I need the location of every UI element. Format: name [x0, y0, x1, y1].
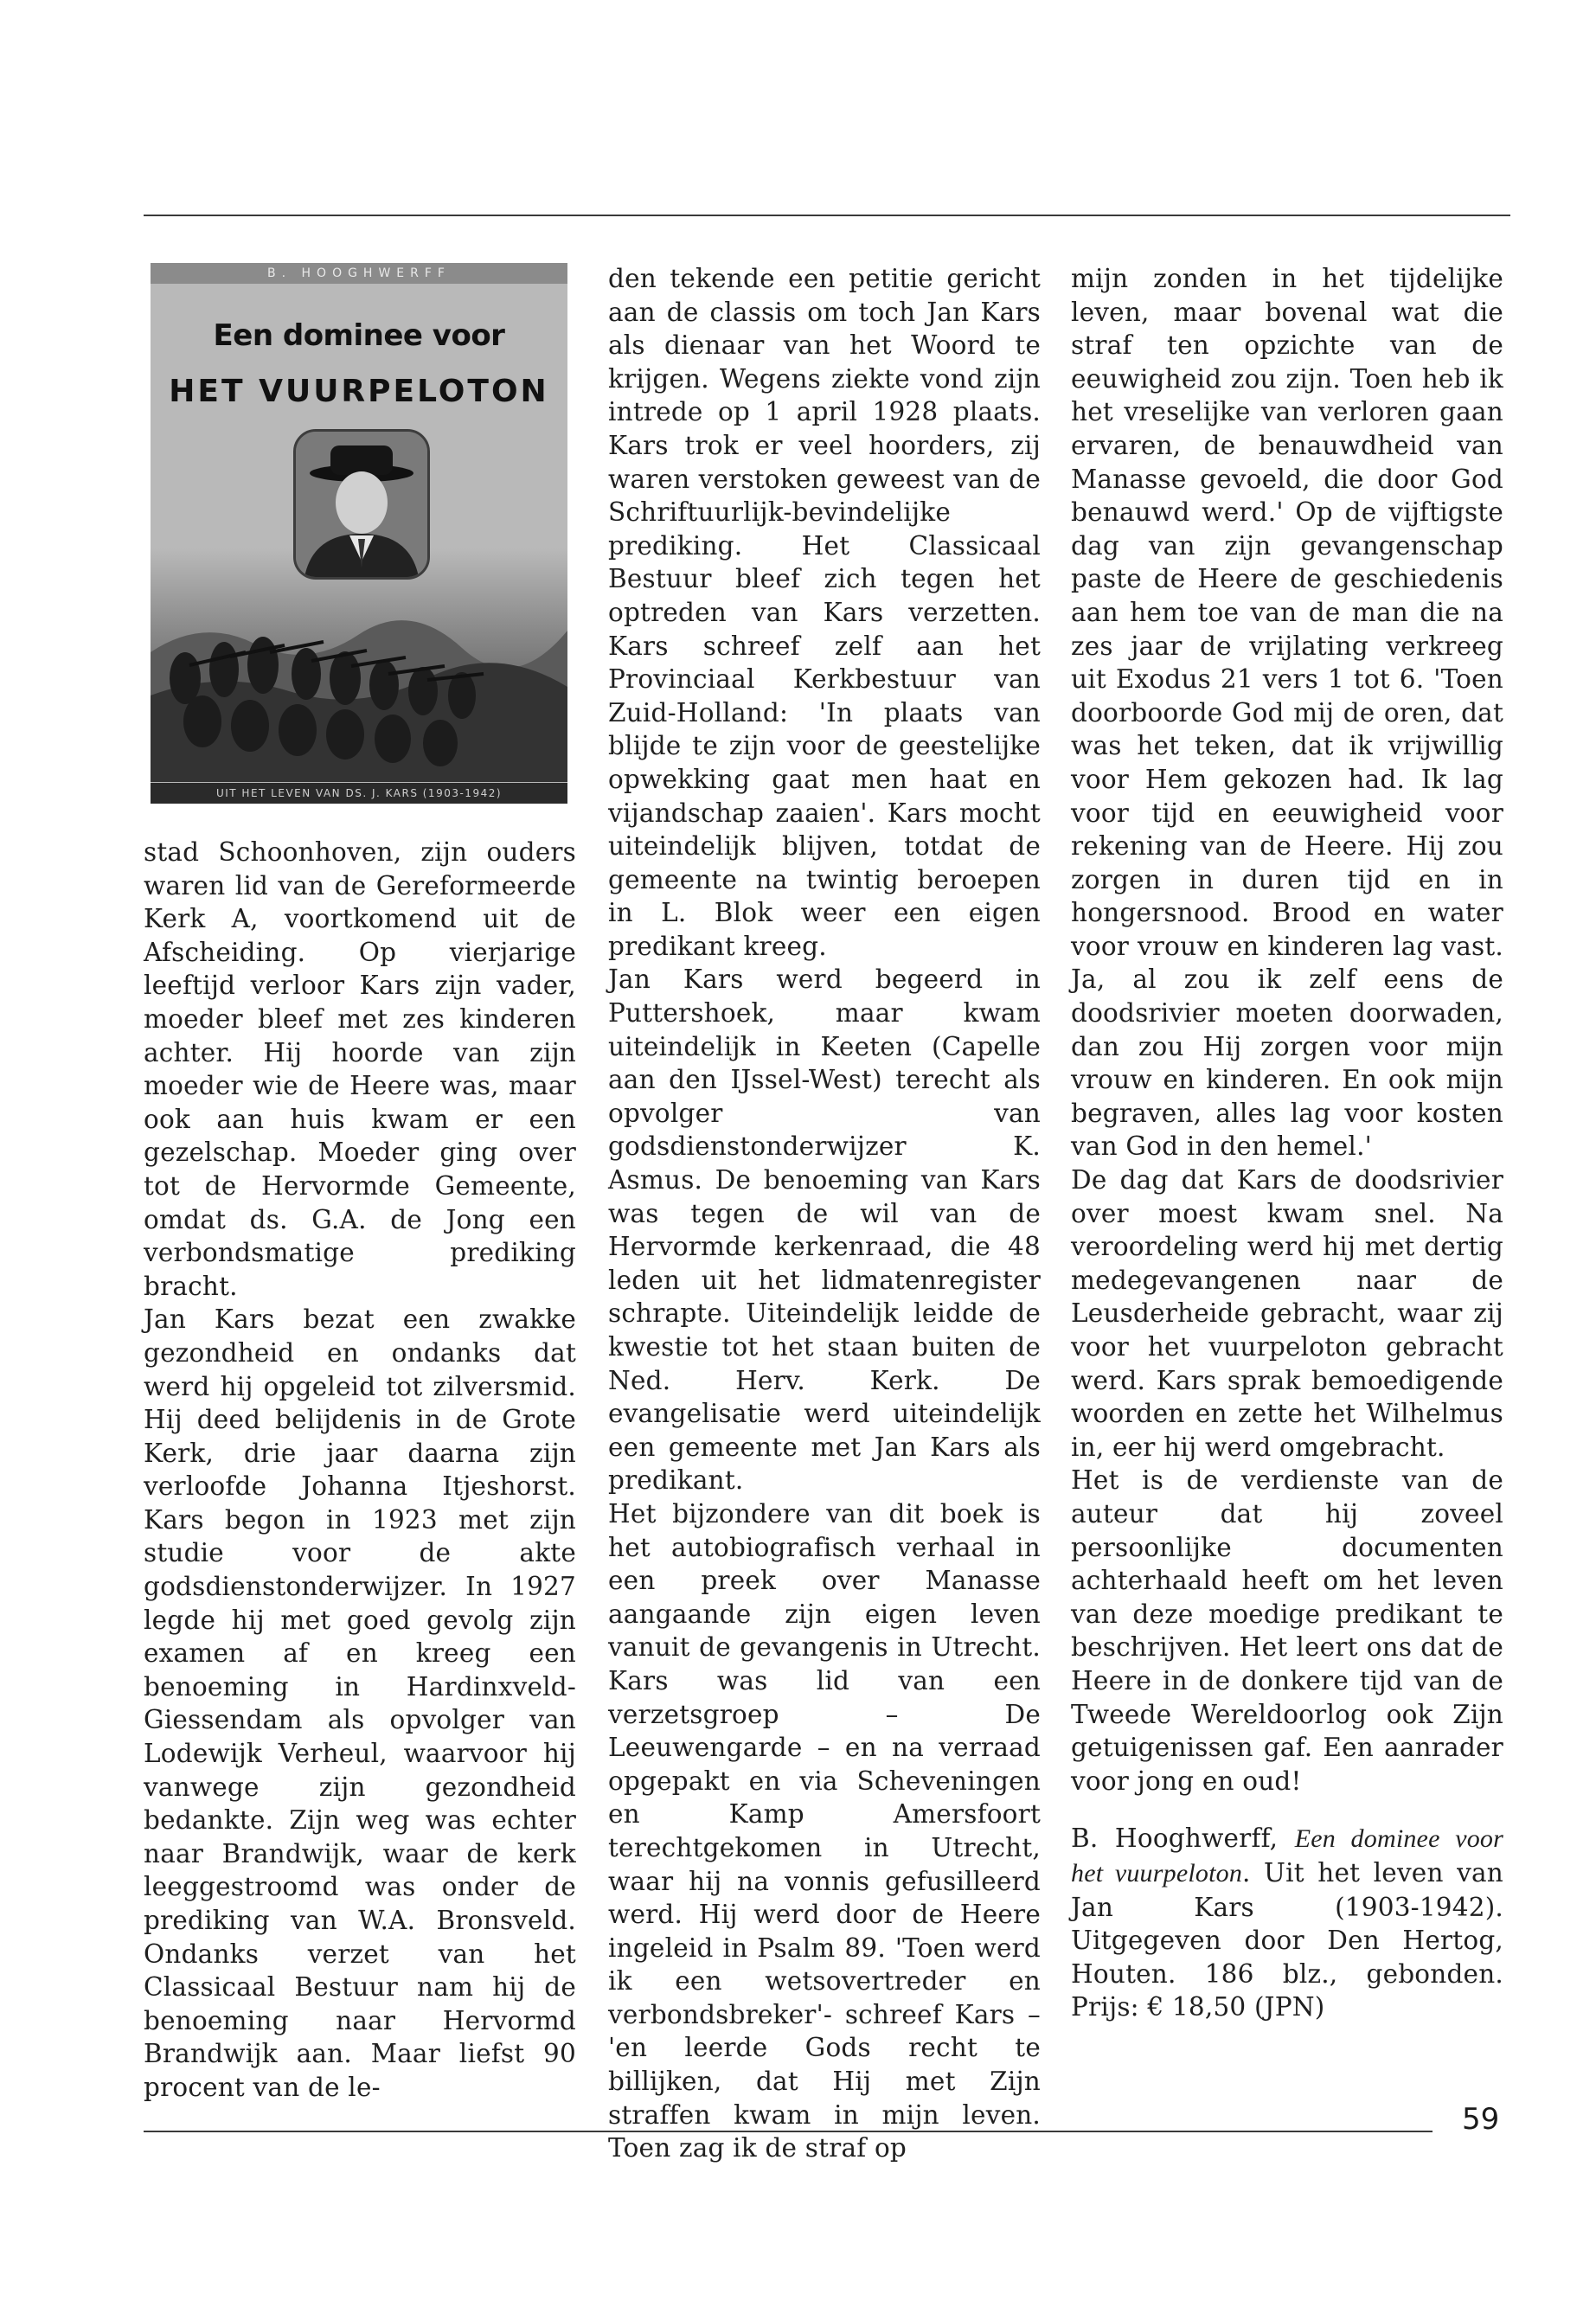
cover-title-line1: Een dominee voor	[213, 318, 505, 353]
paragraph: stad Schoonhoven, zijn ouders waren lid van de Gereformeerde Kerk A, voortkomend uit de Afscheiding. Op vierjarige leeftijd verloor Kars zijn vader, moeder bleef met zes kinderen achter. Hij hoorde van zijn moeder wie de Heere was, maar ook aan huis kwam er een gezelschap. Moeder ging over tot de Hervormde Gemeente, omdat ds. G.A. de Jong een verbondsmatige prediking bracht.	[144, 837, 576, 1301]
credit-author: B. Hooghwerff,	[1071, 1823, 1295, 1854]
paragraph: De dag dat Kars de doodsrivier over moest kwam snel. Na veroordeling werd hij met dertig medegevangenen naar de Leusderheide gebracht, waar zij voor het vuurpeloton gebracht werd. Kars sprak bemoedigende woorden en zette het Wilhelmus in, eer hij werd omgebracht.	[1071, 1165, 1503, 1462]
bottom-rule	[144, 2131, 1433, 2132]
firing-squad-photo	[151, 548, 567, 782]
paragraph: Jan Kars werd begeerd in Puttershoek, maar kwam uiteindelijk in Keeten (Capelle aan den IJssel-West) terecht als opvolger van godsdienstonderwijzer K. Asmus. De benoeming van Kars was tegen de wil van de Hervormde kerkenraad, die 48 leden uit het lidmatenregister schrapte. Uiteindelijk leidde de kwestie tot het staan buiten de Ned. Herv. Kerk. De evangelisatie werd uiteindelijk een gemeente met Jan Kars als predikant.	[608, 965, 1041, 1496]
paragraph: mijn zonden in het tijdelijke leven, maar bovenal wat die straf ten opzichte van de eeuwigheid zou zijn. Toen heb ik het vreselijke van verloren gaan ervaren, de benauwdheid van Manasse gevoeld, die door God benauwd werd.' Op de vijftigste dag van zijn gevangenschap paste de Heere de geschiedenis aan hem toe van de man die na zes jaar de vrijlating verkreeg uit Exodus 21 vers 1 tot 6. 'Toen doorboorde God mij de oren, dat was het teken, dat ik vrijwillig voor Hem gekozen had. Ik lag voor tijd en eeuwigheid voor rekening van de Heere. Hij zou zorgen in duren tijd en in hongersnood. Brood en water voor vrouw en kinderen lag vast. Ja, al zou ik zelf eens de doodsrivier moeten doorwaden, dan zou Hij zorgen voor mijn vrouw en kinderen. En ook mijn begraven, alles lag voor kosten van God in den hemel.'	[1071, 264, 1503, 1162]
credit-book-title: Een dominee voor het vuurpeloton	[1071, 1824, 1503, 1888]
page-number: 59	[1462, 2102, 1500, 2137]
paragraph: Jan Kars bezat een zwakke gezondheid en ondanks dat werd hij opgeleid tot zilversmid. Hij deed belijdenis in de Grote Kerk, drie jaar daarna zijn verloofde Johanna Itjeshorst. Kars begon in 1923 met zijn studie voor de akte godsdienstonderwijzer. In 1927 legde hij met goed gevolg zijn examen af en kreeg een benoeming in Hardinxveld-Giessendam als opvolger van Lodewijk Verheul, waarvoor hij vanwege zijn gezondheid bedankte. Zijn weg was echter naar Brandwijk, waar de kerk leeggestroomd was onder de prediking van W.A. Bronsveld. Ondanks verzet van het Classicaal Bestuur nam hij de benoeming naar Hervormd Brandwijk aan. Maar liefst 90 procent van de le-	[144, 1304, 576, 2102]
cover-author-band: B. HOOGHWERFF	[151, 263, 567, 284]
column-middle	[608, 262, 1041, 2165]
paragraph: Het bijzondere van dit boek is het autobiografisch verhaal in een preek over Manasse aangaande zijn eigen leven vanuit de gevangenis in Utrecht. Kars was lid van een verzetsgroep – De Leeuwengarde – en na verraad opgepakt en via Scheveningen en Kamp Amersfoort terechtgekomen in Utrecht, waar hij na vonnis gefusilleerd werd. Hij werd door de Heere ingeleid in Psalm 89. 'Toen werd ik een wetsovertreder en verbondsbreker'- schreef Kars – 'en leerde Gods recht te billijken, dat Hij met Zijn straffen kwam in mijn leven. Toen zag ik de straf op	[608, 1498, 1041, 2163]
paragraph: Het is de verdienste van de auteur dat hij zoveel persoonlijke documenten achterhaald heeft om het leven van deze moedige predikant te beschrijven. Het leert ons dat de Heere in de donkere tijd van de Tweede Wereldoorlog ook Zijn getuigenissen gaf. Een aanrader voor jong en oud!	[1071, 1465, 1503, 1796]
book-credit	[1071, 1822, 1503, 2024]
credit-details: . Uit het leven van Jan Kars (1903-1942). Uitgegeven door Den Hertog, Houten. 186 blz., gebonden. Prijs: € 18,50 (JPN)	[1071, 1857, 1503, 2022]
portrait-photo	[293, 429, 430, 580]
cover-subtitle-band: UIT HET LEVEN VAN DS. J. KARS (1903-1942)	[151, 783, 567, 804]
top-rule	[144, 215, 1510, 216]
book-cover-image	[151, 263, 567, 804]
cover-title-line2: HET VUURPELOTON	[169, 374, 549, 409]
paragraph: den tekende een petitie gericht aan de classis om toch Jan Kars als dienaar van het Woord te krijgen. Wegens ziekte vond zijn intrede op 1 april 1928 plaats. Kars trok er veel hoorders, zij waren verstoken geweest van de Schriftuurlijk-bevindelijke prediking. Het Classicaal Bestuur bleef zich tegen het optreden van Kars verzetten. Kars schreef zelf aan het Provinciaal Kerkbestuur van Zuid-Holland: 'In plaats van blijde te zijn voor de geestelijke opwekking gaat men haat en vijandschap zaaien'. Kars mocht uiteindelijk blijven, totdat de gemeente na twintig beroepen in L. Blok weer een eigen predikant kreeg.	[608, 264, 1041, 961]
column-right	[1071, 262, 1503, 2024]
column-left	[144, 836, 576, 2105]
